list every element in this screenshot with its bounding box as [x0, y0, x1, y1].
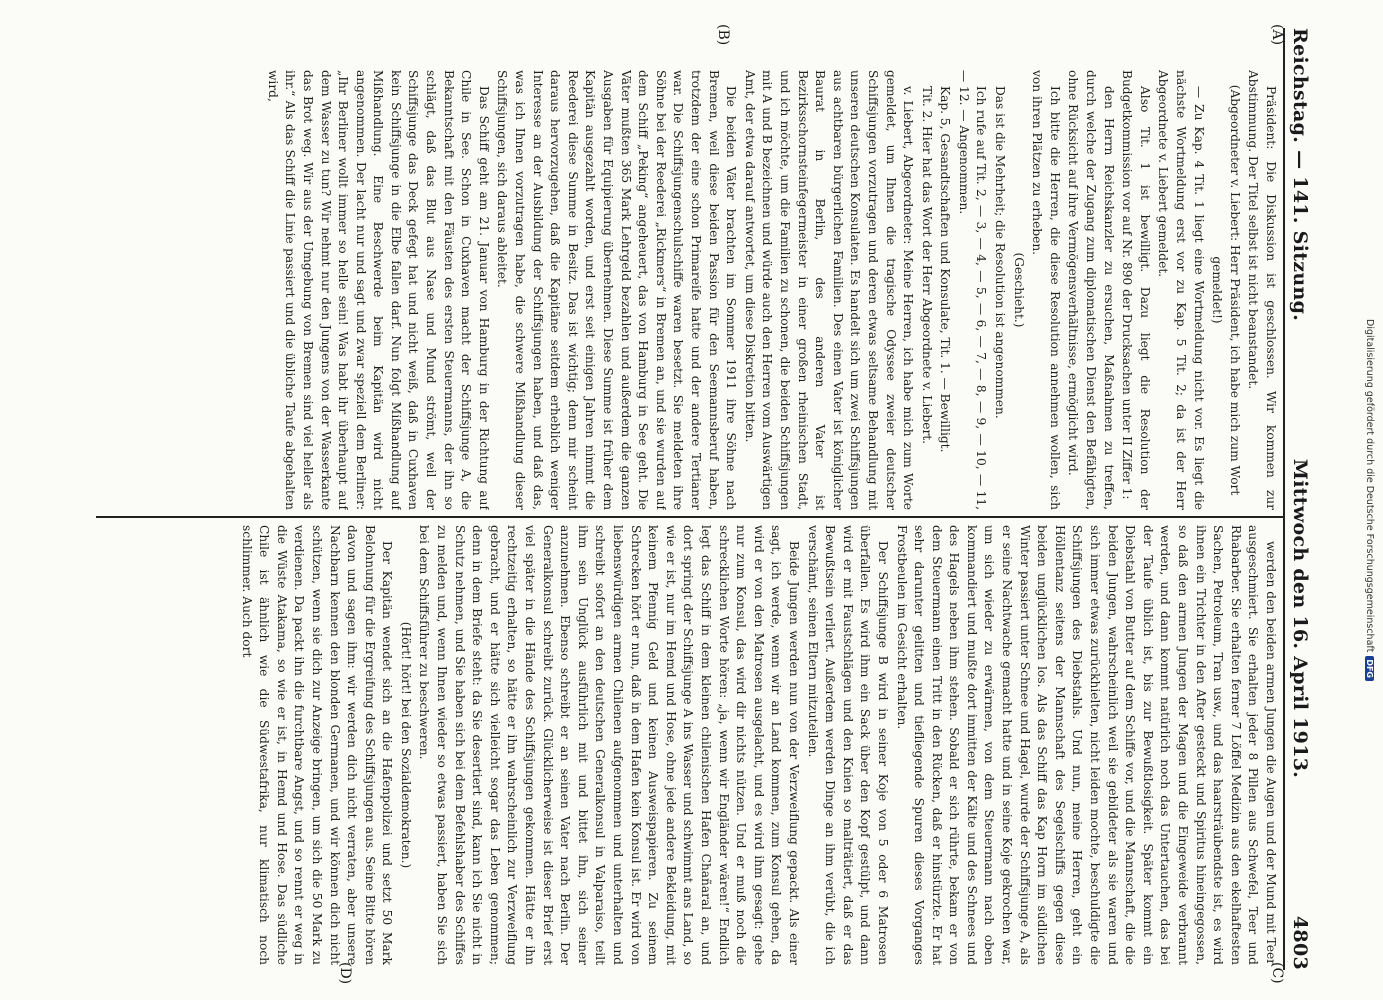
paragraph: Der Kapitän wendet sich an die Hafenpolizei und setzt 50 Mark Belohnung für die Ergreifung des Schiffsjungen aus. Seine Bitte hören davon und sagen ihm: wir werden dich nicht verraten, aber unsere Nachbarn kennen den blonden Germanen, und wir können dich nicht schützen, wenn sie dich zur Anzeige bringen, um sich die 50 Mark zu verdienen. Da packt ihn die furchtbare Angst, und so rennt er weg in die Wüste Atakama, so wie er ist, in Hemd und Hose. Das südliche Chile ist ähnlich wie die Südwestafrika, nur klimatisch noch schlimmer. Auch dort — [239, 525, 395, 965]
paragraph: Die beiden Väter brachten im Sommer 1911 ihre Söhne nach Bremen, weil diese beiden Passion für den Seemannsberuf haben, trotzdem der eine schon Primareife hatte und der andere Tertianer war. Die Schiffsjungenschulschiffe waren besetzt. Sie meldeten ihre Söhne bei der Reederei „Rickmers“ in Bremen an, und sie wurden auf dem Schiff „Peking“ angeheuert, das von Hamburg in See geht. Die Väter mußten 365 Mark Lehrgeld bezahlen und außerdem die ganzen Ausgaben für Equipierung übernehmen. Diese Summe ist früher dem Kapitän ausgezahlt worden, und erst seit einigen Jahren nimmt die Reederei diese Summe in Besitz. Das ist wichtig; denn mir scheint daraus hervorzugehen, daß die Kapitäne seitdem erheblich weniger Interesse an der Ausbildung der Schiffsjungen haben, und daß das, was ich Ihnen vorzutragen habe, die schwere Mißhandlung dieser Schiffsjungen, sich daraus ableitet. — [495, 70, 739, 510]
paragraph: (Hört! hört! bei den Sozialdemokraten.) — [398, 621, 413, 869]
paragraph: Kap. 5, Gesandtschaften und Konsulate, Tit. 1. — Bewilligt. — [938, 86, 953, 453]
digitization-credit — [1359, 0, 1375, 1000]
page-number: 4803 — [1289, 915, 1311, 970]
paragraph: Ich bitte die Herren, die diese Resolution annehmen wollen, sich von ihren Plätzen zu erheben. — [1030, 70, 1062, 510]
paragraph: Tit. 2. Hier hat das Wort der Herr Abgeordnete v. Liebert. — [919, 86, 934, 445]
paragraph: Der Schiffsjunge B wird in seiner Koje von 5 oder 6 Matrosen überfallen. Es wird ihm ein Sack über den Kopf gestülpt, und dann wird er mit Faustschlägen und den Knien so malträtiert, daß er das Bewußtsein verliert. Außerdem werden Dinge an ihm verübt, die ich verschämt, seinen Eltern mitzuteilen. — [805, 525, 890, 965]
dfg-logo: DFG — [1365, 656, 1374, 681]
column-divider — [96, 516, 1283, 518]
margin-marker-c: (C) — [1269, 962, 1285, 984]
left-text-column — [96, 70, 1279, 510]
paragraph: v. Liebert, Abgeordneter: Meine Herren, ich habe mich zum Worte gemeldet, um Ihnen die tragische Odyssee zweier deutscher Schiffsjungen vorzutragen und deren etwas seltsame Behandlung mit unseren deutschen Konsulaten. Es handelt sich um zwei Schiffsjungen aus achtbaren bürgerlichen Familien. Des einen Vater ist königlicher Baurat in Berlin, des anderen Vater ist Bezirksschornsteinfegermeister in einer großen rheinischen Stadt, und ich möchte, um die Familien zu schonen, die beiden Schiffsjungen mit A und B bezeichnen und würde auch den Herren vom Auswärtigen Amt, der etwa darauf antwortet, um diese Diskretion bitten. — [742, 70, 916, 510]
right-text-column — [96, 525, 1279, 965]
credit-text: Digitalisierung gefördert durch die Deutsche Forschungsgemeinschaft — [1364, 319, 1375, 653]
margin-marker-b: (B) — [715, 24, 731, 46]
header-date: Mittwoch den 16. April 1913. — [1289, 458, 1311, 779]
paragraph: Beide Jungen werden nun von der Verzweiflung gepackt. Als einer sagt, ich werde, wenn wir an Land kommen, zum Konsul gehen, da wird er von den Matrosen ausgelacht, und es wird ihm gesagt: gehe nur zum Konsul, das wird dir nichts nützen. Und er muß noch die schrecklichen Worte hören: „ja, wenn wir Engländer wären!“ Endlich legt das Schiff in dem kleinen chilenischen Hafen Chañaral an, und dort springt der Schiffsjunge A ins Wasser und schwimmt ans Land, so wie er ist, nur im Hemd und Hose, ohne jede andere Bekleidung, mit keinem Pfennig Geld und keinen Ausweispapieren. Zu seinem Schrecken hört er nun, daß in dem Hafen kein Konsul ist. Er wird von liebenswürdigen armen Chilenen aufgenommen und unterhalten und schreibt sofort an den deutschen Generalkonsul in Valparaiso, teilt ihm sein Unglück ausführlich mit und bittet ihn, sich seiner anzunehmen. Ebenso schreibt er an seinen Vater nach Berlin. Der Generalkonsul schreibt zurück. Glücklicherweise ist dieser Brief erst viel später in die Hände des Schiffsjungen gekommen. Hätte er ihn rechtzeitig erhalten, so hätte er ihn wahrscheinlich zur Verzweiflung gebracht, und er hätte sich vielleicht sogar das Leben genommen; denn in dem Briefe steht: da Sie desertiert sind, kann ich Sie nicht in Schutz nehmen, und Sie haben sich bei dem Befehlshaber des Schiffes zu melden und, wenn Ihnen wieder so etwas passiert, haben Sie sich bei dem Schiffsführer zu beschweren. — [417, 525, 801, 965]
paragraph: Ich rufe auf Tit. 2, — 3, — 4, — 5, — 6, — 7, — 8, — 9, — 10, — 11, — 12. — Angenommen. — [956, 70, 989, 510]
header-left: Reichstag. — 141. Sitzung. — [1289, 28, 1311, 322]
paragraph: (Geschieht.) — [1011, 252, 1026, 328]
margin-marker-a: (A) — [1269, 24, 1285, 46]
paragraph: Präsident: Die Diskussion ist geschlossen. Wir kommen zur Abstimmung. Der Titel selbst ist nicht beanstandet. — [1246, 70, 1278, 510]
paragraph: Das ist die Mehrheit; die Resolution ist angenommen. — [993, 86, 1008, 419]
margin-marker-d: (D) — [337, 962, 353, 985]
paragraph: Also Tit. 1 ist bewilligt. Dazu liegt die Resolution der Budgetkommission vor auf Nr. 890 der Drucksachen unter II Ziffer 1: — [1120, 70, 1152, 510]
paragraph: werden den beiden armen Jungen die Augen und der Mund mit Teer ausgeschmiert. Sie erhalten jeder 8 Pillen aus Schwefel, Teer und Rhabarber. Sie erhalten ferner 7 Löffel Medizin aus den ekelhaftesten Sachen, Petroleum, Tran usw., und das haarsträubendste ist, es wird ihnen ein Trichter in den After gesteckt und Spiritus hineingegossen, so daß den armen Jungen der Magen und die Eingeweide verbrannt werden, und dann kommt natürlich noch das Untertauchen, das bei der Taufe üblich ist, bis zur Bewußtlosigkeit. Später kommt ein Diebstahl von Butter auf dem Schiffe vor, und die Mannschaft, die die beiden Jungen, wahrscheinlich weil sie gebildeter als sie waren und sich immer etwas zurückhielten, nicht leiden mochte, beschuldigte die Schiffsjungen des Diebstahls. Und nun, meine Herren, geht ein Höllentanz seitens der Mannschaft des Segelschiffs gegen diese beiden unglücklichen los. Als das Schiff das Kap Horn im südlichen Winter passiert unter Schnee und Hagel, wurde der Schiffsjunge A, als er seine Nachtwache gemacht hatte und in seine Koje gekrochen war, um sich wieder zu erwärmen, von dem Steuermann nach oben kommandiert und mußte dort inmitten der Kälte und des Schnees und des Hagels neben ihm stehen. Sobald er sich rührte, bekam er von dem Steuermann einen Tritt in den Rücken, daß er hinstürzte. Er hat sehr darunter gelitten und tiefliegende Spuren dieses Vorganges Frostbeulen im Gesicht erhalten. — [894, 525, 1278, 965]
page-header — [1283, 28, 1325, 970]
paragraph: Das Schiff geht am 21. Januar von Hamburg in der Richtung auf Chile in See. Schon in Cuxhaven macht der Schiffsjunge A, die Bekanntschaft mit den Fäusten des ersten Steuermanns, der ihn so schlägt, daß das Blut aus Nase und Mund strömt, weil der Schiffsjunge das Deck gefegt hat und nicht weiß, daß in Cuxhaven kein Schiffsjunge in die Elbe fallen darf. Nun folgt Mißhandlung auf Mißhandlung. Eine Beschwerde beim Kapitän wird nicht angenommen. Der lacht nur und sagt und zwar speziell dem Berliner: „Ihr Berliner wollt immer so helle sein! Was habt ihr überhaupt auf dem Wasser zu tun? Wir nehmt nur den Jungens von der Wasserkante das Brot weg. Wir aus der Umgebung von Bremen sind viel heller als ihr.“ Als das Schiff die Linie passiert und die übliche Taufe abgehalten wird, — [265, 70, 491, 510]
paragraph: den Herrn Reichskanzler zu ersuchen, Maßnahmen zu treffen, durch welche der Zugang zum diplomatischen Dienst den Befähigten, ohne Rücksicht auf ihre Vermögensverhältnisse, ermöglicht wird. — [1066, 70, 1116, 510]
paragraph: (Abgeordneter v. Liebert: Herr Präsident, ich habe mich zum Wort gemeldet!) — [1210, 84, 1242, 496]
paragraph: — Zu Kap. 4 Tit. 1 liegt eine Wortmeldung nicht vor. Es liegt die nächste Wortmeldung erst vor zu Kap. 5 Tit. 2; da ist der Herr Abgeordnete v. Liebert gemeldet. — [1156, 70, 1206, 510]
